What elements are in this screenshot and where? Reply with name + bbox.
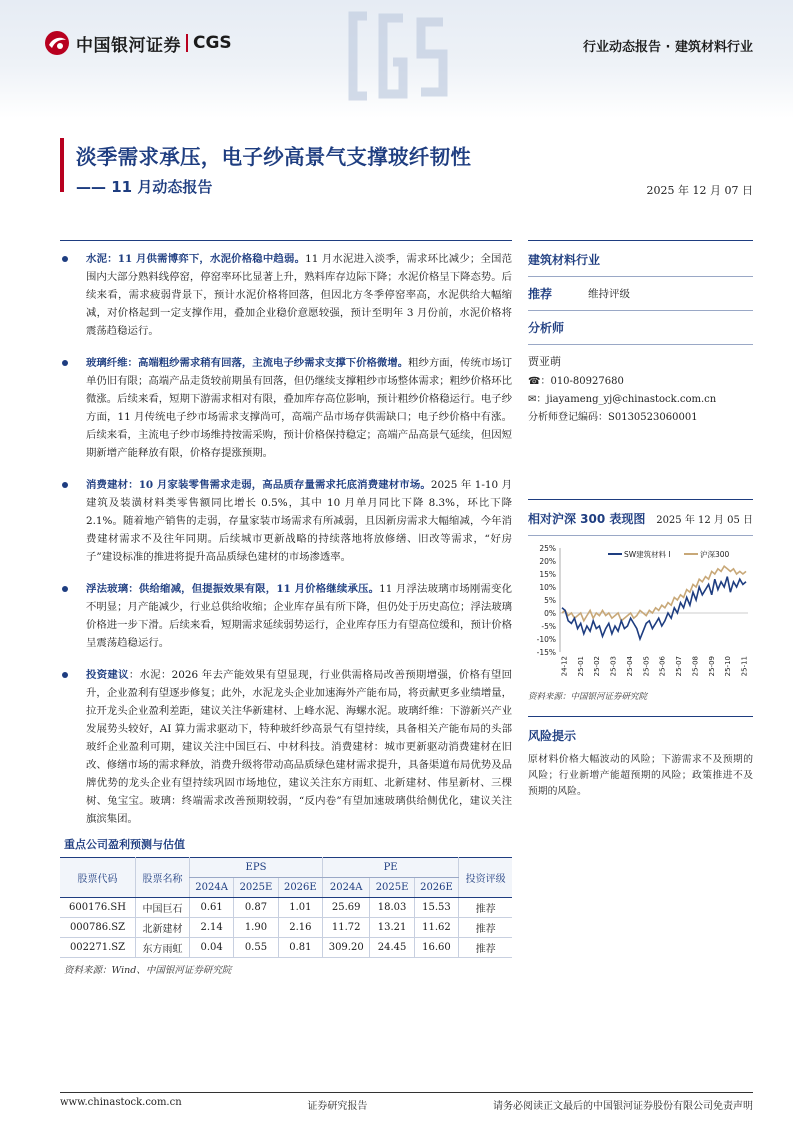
y-tick-label: 5% [544,596,556,605]
cell-name: 北新建材 [136,918,190,938]
x-tick-label: 24-12 [560,656,569,677]
sidebar [528,240,753,800]
bullet-float-glass [60,580,512,652]
chart-header [528,510,753,527]
chart-title: 相对沪深 300 表现图 [528,512,646,526]
cell-rating: 推荐 [459,938,512,958]
report-subtitle: —— 11 月动态报告 [76,178,213,196]
header-year: 2025E [234,878,278,898]
cell-eps: 0.87 [234,898,278,918]
table-title: 重点公司盈利预测与估值 [64,838,185,851]
bullet-dot-icon [62,586,68,592]
bullet-heading: 消费建材：10 月家装零售需求走弱，高品质存量需求托底消费建材市场。 [86,479,431,491]
risk-header: 风险提示 [528,729,577,743]
cell-code: 600176.SH [60,898,136,918]
cell-eps: 2.16 [278,918,322,938]
header-year: 2026E [278,878,322,898]
chart-source: 资料来源：中国银河证券研究院 [528,692,648,702]
logo-english-name: CGS [193,33,232,53]
divider [528,276,753,277]
cell-eps: 0.61 [189,898,233,918]
header-stock-name: 股票名称 [136,858,190,898]
logo-separator [186,34,188,52]
cell-pe: 24.45 [370,938,414,958]
cell-eps: 1.01 [278,898,322,918]
cell-code: 002271.SZ [60,938,136,958]
cell-pe: 13.21 [370,918,414,938]
x-tick-label: 25-07 [675,656,684,677]
table-row [60,938,512,958]
bullet-heading: 水泥：11 月供需博弈下，水泥价格稳中趋弱。 [86,253,306,265]
analyst-phone: ☎：010-80927680 [528,376,624,387]
bullet-heading: 投资建议 [86,669,129,681]
legend-label: SW建筑材料 I [624,550,671,559]
cell-eps: 1.90 [234,918,278,938]
cell-eps: 2.14 [189,918,233,938]
footer-website[interactable]: www.chinastock.com.cn [60,1097,182,1108]
header-rating: 投资评级 [459,858,512,898]
cell-pe: 11.62 [414,918,458,938]
logo-chinese-name: 中国银河证券 [76,35,181,56]
analyst-header: 分析师 [528,321,565,335]
y-tick-label: 10% [539,583,556,592]
x-tick-label: 25-06 [658,656,667,677]
x-tick-label: 25-03 [609,656,618,677]
galaxy-logo-icon [44,30,70,56]
bullet-body: ：水泥：2026 年去产能效果有望显现，行业供需格局改善预期增强，价格有望回升，企业盈利有望逐步修复；此外，水泥龙头企业加速海外产能布局，将贡献更多业绩增量，拉开龙头企业盈利差距，建议关注华新建材、上峰水泥、海螺水泥。玻璃纤维：下游新兴产业发展势头较好，AI 算力需求驱动下，特种玻纤纱高景气有望持续，具备相关产能布局的头部玻纤企业盈利可期，建议关注中国巨石、中材科技。消费建材：城市更新驱动消费建材在旧改、修缮市场的需求释放，消费升级将带动高品质绿色建材需求提升，具备渠道布局优势及品牌优势的龙头企业有望持续巩固市场地位，建议关注东方雨虹、北新建材、伟星新材、三棵树、兔宝宝。玻璃：终端需求改善预期较弱，“反内卷”有望加速玻璃供给侧优化，建议关注旗滨集团。 [86,669,513,825]
page-footer [60,1092,753,1112]
x-tick-label: 25-11 [740,656,749,677]
title-accent-bar [60,138,64,192]
bullet-body: 11 月浮法玻璃市场刚需变化不明显；月产能减少，行业总供给收缩；企业库存虽有所下降，但仍处于历史高位；浮法玻璃价格进一步下滑。后续来看，短期需求延续弱势运行，企业库存压力有望高位缓和，预计价格呈震荡趋稳运行。 [86,583,513,649]
y-tick-label: -10% [536,635,556,644]
y-tick-label: 0% [544,609,556,618]
x-tick-label: 25-09 [707,656,716,677]
cell-pe: 18.03 [370,898,414,918]
bullet-body: 11 月水泥进入淡季，需求环比减少；全国范围内大部分熟料线停窑，停窑率环比显著上升，熟料库存边际下降；水泥价格呈下降态势。后续来看，需求疲弱背景下，预计水泥价格将回落，但因北方冬季停窑率高，水泥供给大幅缩减，对价格起到一定支撑作用，叠加企业稳价意愿较强，预计至明年 3 月份前，水泥价格将震荡趋稳运行。 [86,253,513,337]
rating-label: 推荐 [528,287,553,301]
bullet-investment-advice [60,666,512,828]
header-pe: PE [323,858,459,878]
analyst-email: ✉：jiayameng_yj@chinastock.com.cn [528,394,717,405]
cell-pe: 15.53 [414,898,458,918]
cell-pe: 16.60 [414,938,458,958]
y-tick-label: 25% [539,544,556,553]
table-source: 资料来源：Wind、中国银河证券研究院 [64,965,232,976]
bullet-body: 粗纱方面，传统市场订单仍旧有限；高端产品走货较前期虽有回落，但仍继续支撑粗纱市场整体需求；粗纱价格环比微涨。后续来看，短期下游需求相对有限，叠加库存高位影响，预计粗纱价格稳运行。电子纱方面，11 月传统电子纱市场需求支撑尚可，高端产品市场存供需缺口；电子纱价格中有涨。后续来看，主流电子纱市场维持按需采购，预计价格保持稳定；高端产品高景气延续，但因短期新增产能释放有限，价格存提涨预期。 [86,357,513,459]
cell-rating: 推荐 [459,898,512,918]
cell-eps: 0.81 [278,938,322,958]
risk-section [528,716,753,800]
footer-report-type: 证券研究报告 [307,1101,368,1112]
header-year: 2025E [370,878,414,898]
bullet-glass-fiber [60,354,512,462]
series-line [562,577,746,639]
industry-name: 建筑材料行业 [528,253,601,267]
chart-section [528,499,753,702]
x-tick-label: 25-05 [642,656,651,677]
series-line [562,566,746,621]
bullet-dot-icon [62,256,68,262]
cell-pe: 309.20 [323,938,370,958]
bullet-body: 2025 年 1-10 月建筑及装潢材料类零售额同比增长 0.5%，其中 10 月单月同比下降 8.3%，环比下降 2.1%。随着地产销售的走弱，存量家装市场需求有所减弱，且因新房需求大幅缩减，今年消费建材需求不及往年同期。后续城市更新战略的持续落地将放修缮、旧改等需求，“好房子”建设标准的推进将提升高品质绿色建材的市场渗透率。 [86,479,512,563]
report-date: 2025 年 12 月 07 日 [646,184,753,197]
cell-name: 中国巨石 [136,898,190,918]
y-tick-label: -5% [541,622,556,631]
bullet-heading: 浮法玻璃：供给缩减，但提振效果有限，11 月价格继续承压。 [86,583,380,595]
bullet-dot-icon [62,360,68,366]
main-content [60,240,512,976]
x-tick-label: 25-02 [593,656,602,677]
header-year: 2024A [323,878,370,898]
header-year: 2024A [189,878,233,898]
cell-eps: 0.04 [189,938,233,958]
cell-rating: 推荐 [459,918,512,938]
table-row [60,898,512,918]
industry-section [528,240,753,423]
header-stock-code: 股票代码 [60,858,136,898]
report-category: 行业动态报告 · 建筑材料行业 [583,40,753,55]
report-title: 淡季需求承压，电子纱高景气支撑玻纤韧性 [76,145,472,169]
bullet-cement [60,250,512,340]
x-tick-label: 25-10 [724,656,733,677]
legend-label: 沪深300 [700,550,730,559]
relative-performance-chart [528,544,753,684]
company-logo [44,30,232,56]
cell-eps: 0.55 [234,938,278,958]
cell-pe: 11.72 [323,918,370,938]
cell-code: 000786.SZ [60,918,136,938]
y-tick-label: 20% [539,557,556,566]
header-eps: EPS [189,858,322,878]
x-tick-label: 25-08 [691,656,700,677]
cell-name: 东方雨虹 [136,938,190,958]
divider [528,310,753,311]
x-tick-label: 25-01 [576,656,585,677]
rating-row [528,285,753,302]
y-tick-label: -15% [536,648,556,657]
bullet-heading: 玻璃纤维：高端粗纱需求稍有回落，主流电子纱需求支撑下价格微增。 [86,357,409,369]
table-row [60,918,512,938]
bullet-dot-icon [62,672,68,678]
cgs-watermark [345,8,451,104]
x-tick-label: 25-04 [625,656,634,677]
cell-pe: 25.69 [323,898,370,918]
risk-text: 原材料价格大幅波动的风险；下游需求不及预期的风险；行业新增产能超预期的风险；政策推进不及预期的风险。 [528,754,753,797]
divider [528,535,753,536]
header-year: 2026E [414,878,458,898]
y-tick-label: 15% [539,570,556,579]
rating-value: 维持评级 [588,288,630,300]
analyst-license: 分析师登记编码：S0130523060001 [528,412,698,423]
chart-date: 2025 年 12 月 05 日 [656,515,753,526]
footer-disclaimer: 请务必阅读正文最后的中国银河证券股份有限公司免责声明 [493,1101,753,1112]
bullet-consumer-materials [60,476,512,566]
earnings-forecast-table [60,857,512,958]
analyst-name: 贾亚萌 [528,355,561,368]
divider [528,344,753,345]
bullet-dot-icon [62,482,68,488]
